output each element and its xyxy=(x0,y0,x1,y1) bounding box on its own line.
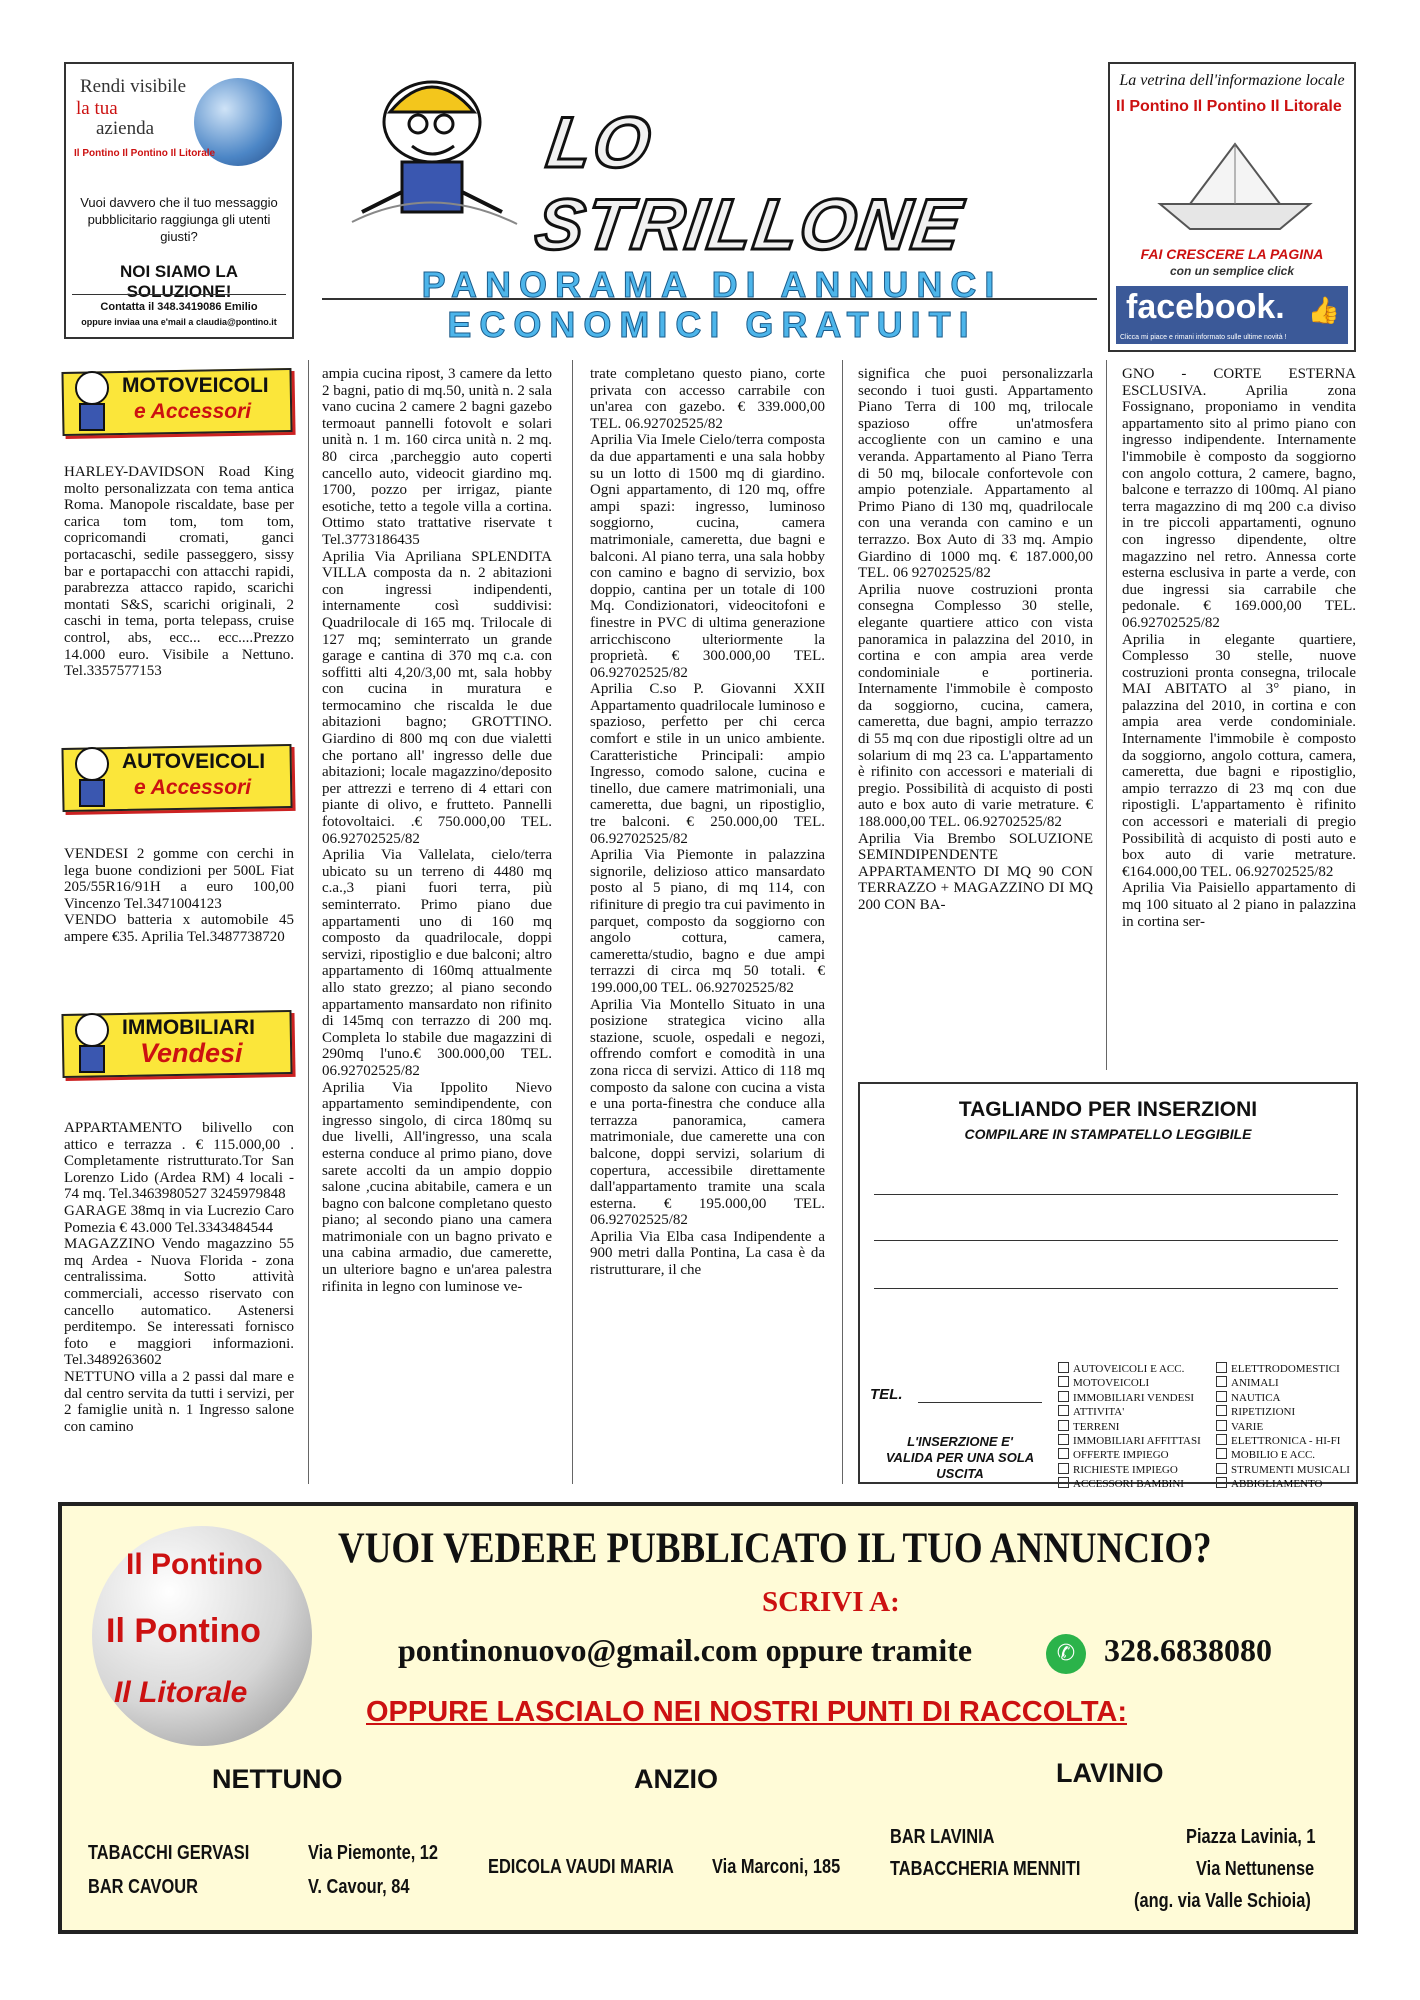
category-checkbox[interactable]: NAUTICA xyxy=(1216,1391,1350,1405)
advert-solution: NOI SIAMO LA SOLUZIONE! xyxy=(119,262,239,301)
point-address: Via Piemonte, 12 xyxy=(308,1842,439,1864)
ads-column-4 xyxy=(858,366,1093,1066)
ads-column-5 xyxy=(1122,366,1356,1066)
advert-click: con un semplice click xyxy=(1169,264,1295,278)
newsboy-icon xyxy=(64,1008,120,1078)
advert-phone[interactable]: 328.6838080 xyxy=(1104,1632,1272,1668)
column-divider xyxy=(572,360,573,1484)
immo-ads xyxy=(64,1120,294,1482)
bottom-advert xyxy=(58,1502,1358,1934)
advert-contact xyxy=(70,300,288,330)
masthead-subtitle-2: ECONOMICI GRATUITI xyxy=(447,304,977,345)
point-name: EDICOLA VAUDI MARIA xyxy=(488,1856,674,1878)
ad-text: GNO - CORTE ESTERNA ESCLUSIVA. Aprilia zona Fossignano, proponiamo in vendita appartamento sito al primo piano con ingresso indipendente. Internamente l'immobile è composto da soggiorno con angolo cottura, 2 camere, bagno, balcone e terrazzo di 100mq. Al piano terra magazzino di mq 200 c.a diviso in tre piccoli appartamenti, ognuno con ingresso dipendente, oltre magazzino nel retro. Annessa corte esterna esclusiva in parte a verde, con due ingressi sia carrabile che pedonale. € 169.000,00 TEL. 06.92702525/82 xyxy=(1122,366,1356,631)
ad-text: HARLEY-DAVIDSON Road King molto personalizzata con tema antica Roma. Manopole riscaldate, base per carica tom tom, tom tom, copricomandi cromati, ganci portacaschi, sedile passeggero, sissy bar e portapacchi con attacchi rapidi, parabrezza attacco rapido, scarichi montati S&S, scarichi originali, 2 caschi in tema, porta telepass, cruise control, abs, ecc... ecc....Prezzo 14.000 euro. Visibile a Nettuno. Tel.3357577153 xyxy=(64,464,294,680)
ad-text: VENDESI 2 gomme con cerchi in lega buone condizioni per 500L Fiat 205/55R16/91H a euro 100,00 Vincenzo Tel.3471004123 xyxy=(64,846,294,912)
coupon-categories-left[interactable] xyxy=(1058,1362,1201,1492)
advert-brands: Il Pontino Il Pontino Il Litorale xyxy=(1116,98,1342,115)
section-title: AUTOVEICOLI xyxy=(122,750,266,773)
point-address: Via Marconi, 185 xyxy=(712,1856,841,1878)
advert-question: VUOI VEDERE PUBBLICATO IL TUO ANNUNCIO? xyxy=(338,1525,1212,1572)
category-checkbox[interactable]: RIPETIZIONI xyxy=(1216,1405,1350,1419)
ball-brand: Il Pontino xyxy=(126,1548,263,1581)
point-name: TABACCHERIA MENNITI xyxy=(890,1858,1081,1880)
right-advert xyxy=(1108,62,1356,352)
coupon-note: L'INSERZIONE E' VALIDA PER UNA SOLA USCITA xyxy=(885,1434,1035,1481)
section-subtitle: Vendesi xyxy=(140,1038,243,1068)
section-autoveicoli xyxy=(62,742,294,812)
coupon-tel-field[interactable] xyxy=(918,1402,1042,1403)
coupon-tel-label: TEL. xyxy=(870,1386,903,1403)
ad-text: Aprilia Via Apriliana SPLENDITA VILLA composta da n. 2 abitazioni con ingressi indipendenti, internamente così suddivisi: Quadrilocale di 165 mq. Trilocale di 127 mq; seminterrato un grande garage e cantina di 370 mq c.a. con soffitti alti 4,20/3,00 mt, sala hobby con cucina in muratura e termocamino che riscalda le due abitazioni bagno; GROTTINO. Giardino di 800 mq con due vialetti che portano all' ingresso delle due abitazioni; locale magazzino/deposito per attrezzi e terreno di 4 ettari con piante di olivo, e frutteto. Pannelli fotovoltaici. .€ 750.000,00 TEL. 06.92702525/82 xyxy=(322,548,552,847)
category-checkbox[interactable]: TERRENI xyxy=(1058,1420,1201,1434)
auto-ads xyxy=(64,846,294,946)
city-nettuno: NETTUNO xyxy=(212,1764,343,1794)
coupon-line[interactable] xyxy=(874,1288,1338,1289)
facebook-logo: facebook. xyxy=(1126,288,1285,326)
ads-column-3 xyxy=(590,366,825,1482)
paper-boat-icon xyxy=(1150,134,1320,234)
section-subtitle: e Accessori xyxy=(134,400,252,423)
section-title: IMMOBILIARI xyxy=(122,1016,255,1039)
ad-text: MAGAZZINO Vendo magazzino 55 mq Ardea - Nuova Florida - zona centralissima. Sotto attività commerciali, accesso riservato con cancello automatico. Astenersi perditempo. Se interessati fornisco foto e maggiori informazioni. Tel.3489263602 xyxy=(64,1236,294,1369)
ad-text: Aprilia Via Brembo SOLUZIONE SEMINDIPENDENTE APPARTAMENTO DI MQ 90 CON TERRAZZO + MAGAZZINO DI MQ 200 CON BA- xyxy=(858,830,1093,913)
category-checkbox[interactable]: AUTOVEICOLI E ACC. xyxy=(1058,1362,1201,1376)
masthead-subtitle-1: PANORAMA DI ANNUNCI xyxy=(421,264,1003,305)
point-address: V. Cavour, 84 xyxy=(308,1876,410,1898)
masthead-logo: LO STRILLONE xyxy=(530,103,968,265)
advert-collection: OPPURE LASCIALO NEI NOSTRI PUNTI DI RACCOLTA: xyxy=(366,1696,1127,1728)
category-checkbox[interactable]: ACCESSORI BAMBINI xyxy=(1058,1477,1201,1491)
advert-write: SCRIVI A: xyxy=(762,1586,900,1618)
ball-brand: Il Litorale xyxy=(114,1676,248,1709)
category-checkbox[interactable]: MOTOVEICOLI xyxy=(1058,1376,1201,1390)
ad-text: NETTUNO villa a 2 passi dal mare e dal centro servita da tutti i servizi, per 2 famiglie unità n. 1 Ingresso salone con camino xyxy=(64,1368,294,1435)
contact-phone: Contatta il 348.3419086 Emilio xyxy=(100,301,258,313)
category-checkbox[interactable]: IMMOBILIARI VENDESI xyxy=(1058,1391,1201,1405)
column-divider xyxy=(1106,360,1107,1070)
section-immobiliari xyxy=(62,1008,294,1078)
category-checkbox[interactable]: RICHIESTE IMPIEGO xyxy=(1058,1463,1201,1477)
ad-text: APPARTAMENTO bilivello con attico e terrazza . € 115.000,00 . Completamente ristrutturato.Tor San Lorenzo Lido (Ardea RM) 4 locali - 74 mq. Tel.3463980527 3245979848 xyxy=(64,1120,294,1203)
advert-grow: FAI CRESCERE LA PAGINA xyxy=(1140,246,1324,262)
header-divider xyxy=(322,298,1097,300)
ad-text: Aprilia Via Imele Cielo/terra composta da due appartamenti e una sala hobby su un lotto di 1500 mq di giardino. Ogni appartamento, di 120 mq, offre ampi spazi: ingresso, luminoso soggiorno, cucina, camera matrimoniale, cameretta, due bagni e balconi. Al piano terra, una sala hobby con camino e bagno di servizio, box doppio, cantina per un totale di 100 Mq. Condizionatori, videocitofoni e finestre in PVC di ultima generazione arricchiscono ulteriormente la proprietà. € 300.000,00 TEL. 06.92702525/82 xyxy=(590,432,825,681)
advert-line1: Rendi visibile xyxy=(80,76,187,97)
ad-text: Aprilia nuove costruzioni pronta consegna Complesso 30 stelle, elegante quartiere attico con vista panoramica in palazzina del 2010, in cortina e con ampia area verde condominiale e portineria. Internamente l'immobile è composto da soggiorno, cucina, camera, cameretta, due bagni, ampio terrazzo di 55 mq con due ripostigli oltre ad un solarium di mq 23 ca. L'appartamento è rifinito con accessori e materiali di pregio. Possibilità di acquisto di posti auto e box auto di varie metrature. € 188.000,00 TEL. 06.92702525/82 xyxy=(858,581,1093,831)
category-checkbox[interactable]: OFFERTE IMPIEGO xyxy=(1058,1448,1201,1462)
coupon-subtitle: COMPILARE IN STAMPATELLO LEGGIBILE xyxy=(964,1126,1252,1142)
contact-email: oppure inviaa una e'mail a claudia@pontino.it xyxy=(81,317,277,327)
left-advert xyxy=(64,62,294,339)
insertion-coupon xyxy=(858,1082,1358,1491)
category-checkbox[interactable]: ABBIGLIAMENTO xyxy=(1216,1477,1350,1491)
column-divider xyxy=(842,360,843,1484)
ad-text: GARAGE 38mq in via Lucrezio Caro Pomezia € 43.000 Tel.3343484544 xyxy=(64,1202,294,1236)
point-name: TABACCHI GERVASI xyxy=(88,1842,250,1864)
city-anzio: ANZIO xyxy=(634,1764,718,1794)
ad-text: Aprilia C.so P. Giovanni XXII Appartamento quadrilocale luminoso e spazioso, perfetto per chi cerca comfort e stile in un unico ambiente. Caratteristiche Principali: ampio Ingresso, comodo salone, cucina e tinello, due camere matrimoniali, una cameretta, due bagni, un ripostiglio, tre balconi. € 250.000,00 TEL. 06.92702525/82 xyxy=(590,681,825,847)
pontino-ball-logo xyxy=(92,1526,312,1746)
category-checkbox[interactable]: ATTIVITA' xyxy=(1058,1405,1201,1419)
ad-text: ampia cucina ripost, 3 camere da letto 2 bagni, patio di mq.50, unità n. 2 sala vano cucina 2 camere 2 bagni gazebo termoaut pannelli fotovolt e solari unità n. 1 m. 160 circa unità n. 2 mq. 80 circa ,parcheggio auto coperti cancello auto, videocit giardino mq. 1700, pozzo per irrigaz, piante esotiche, tetto a tegole villa a cortina. Ottimo stato trattative riservate t Tel.3773186435 xyxy=(322,366,552,548)
ad-text: Aprilia Via Paisiello appartamento di mq 100 situato al 2 piano in palazzina in cortina ser- xyxy=(1122,880,1356,930)
category-checkbox[interactable]: ANIMALI xyxy=(1216,1376,1350,1390)
category-checkbox[interactable]: STRUMENTI MUSICALI xyxy=(1216,1463,1350,1477)
category-checkbox[interactable]: VARIE xyxy=(1216,1420,1350,1434)
coupon-line[interactable] xyxy=(874,1194,1338,1195)
category-checkbox[interactable]: MOBILIO E ACC. xyxy=(1216,1448,1350,1462)
point-address: Piazza Lavinia, 1 xyxy=(1186,1826,1316,1848)
ad-text: Aprilia Via Elba casa Indipendente a 900 metri dalla Pontina, La casa è da ristrutturare, il che xyxy=(590,1228,825,1279)
advert-message: Vuoi davvero che il tuo messaggio pubblicitario raggiunga gli utenti giusti? xyxy=(80,195,278,244)
ball-brand: Il Pontino xyxy=(106,1612,261,1650)
city-lavinio: LAVINIO xyxy=(1056,1758,1164,1788)
point-name: BAR CAVOUR xyxy=(88,1876,198,1898)
advert-brands: Il Pontino Il Pontino Il Litorale xyxy=(74,148,216,159)
ad-text: significa che puoi personalizzarla secondo i tuoi gusti. Appartamento Piano Terra di 100 mq, trilocale spazioso offre un'atmosfera accogliente con un camino e una veranda. Appartamento al Piano Terra di 50 mq, bilocale confortevole con ampio potenziale. Appartamento al Primo Piano di 130 mq, quadrilocale con una veranda con camino e un terrazzo. Box Auto di 33 mq. Ampio Giardino di 1000 mq. € 187.000,00 TEL. 06 92702525/82 xyxy=(858,366,1093,582)
point-address: (ang. via Valle Schioia) xyxy=(1134,1890,1311,1912)
whatsapp-icon: ✆ xyxy=(1046,1634,1086,1674)
coupon-categories-right[interactable] xyxy=(1216,1362,1350,1492)
facebook-caption: Clicca mi piace e rimani informato sulle ultime novità ! xyxy=(1120,334,1287,341)
newsboy-icon xyxy=(64,366,120,436)
newsboy-icon xyxy=(64,742,120,812)
ad-text: Aprilia Via Vallelata, cielo/terra ubicato su un terreno di 4480 mq c.a.,3 piani fuori terra, più seminterrato. Primo piano due appartamenti uno di 160 mq composto da quadrilocale, doppi servizi, ripostiglio e due balconi; altro appartamento di 160mq attualmente allo stato grezzo; al piano secondo appartamento mansardato non rifinito di 145mq con terrazzo di 200 mq. Completa lo stabile due magazzini di 290mq l'uno.€ 300.000,00 TEL. 06.92702525/82 xyxy=(322,847,552,1079)
section-title: MOTOVEICOLI xyxy=(122,374,269,397)
ad-text: Aprilia Via Montello Situato in una posizione strategica vicino alla stazione, scuole, ospedali e negozi, offrendo comfort e comodità in una zona ricca di servizi. Attico di 118 mq composto da salone con cucina a vista e una porta-finestra che conduce alla terrazza panoramica, camera matrimoniale, due camerette una con balcone, doppi servizi, solarium di copertura, accessibile direttamente dall'appartamento tramite una scala esterna. € 195.000,00 TEL. 06.92702525/82 xyxy=(590,996,825,1229)
section-motoveicoli xyxy=(62,366,294,436)
ad-text: trate completano questo piano, corte privata con accesso carrabile con un'area con gazebo. € 339.000,00 TEL. 06.92702525/82 xyxy=(590,366,825,432)
coupon-line[interactable] xyxy=(874,1240,1338,1241)
advert-email[interactable]: pontinonuovo@gmail.com oppure tramite xyxy=(398,1632,973,1668)
category-checkbox[interactable]: ELETTRODOMESTICI xyxy=(1216,1362,1350,1376)
category-checkbox[interactable]: IMMOBILIARI AFFITTASI xyxy=(1058,1434,1201,1448)
section-subtitle: e Accessori xyxy=(134,776,252,799)
facebook-banner[interactable] xyxy=(1116,286,1348,344)
point-address: Via Nettunense xyxy=(1196,1858,1315,1880)
advert-tagline: La vetrina dell'informazione locale xyxy=(1119,72,1345,89)
ad-text: Aprilia Via Piemonte in palazzina signorile, delizioso attico mansardato posto al 5 piano, di mq 114, con rifiniture di pregio tra cui pavimento in parquet, composto da soggiorno con angolo cottura, camera, cameretta/studio, bagno e due ampi terrazzi di circa mq 50 totali. € 199.000,00 TEL. 06.92702525/82 xyxy=(590,847,825,996)
thumbs-up-icon: 👍 xyxy=(1307,296,1340,325)
ad-text: VENDO batteria x automobile 45 ampere €35. Aprilia Tel.3487738720 xyxy=(64,912,294,945)
column-divider xyxy=(308,360,309,1484)
point-name: BAR LAVINIA xyxy=(890,1826,995,1848)
category-checkbox[interactable]: ELETTRONICA - HI-FI xyxy=(1216,1434,1350,1448)
ad-text: Aprilia in elegante quartiere, Complesso 30 stelle, nuove costruzioni pronta consegna, trilocale MAI ABITATO al 3° piano, in palazzina del 2010, in cortina e con ampia area verde condominiale. Internamente l'immobile è composto da soggiorno, angolo cottura, camera, cameretta, due bagni e ripostiglio, ampio terrazzo di 23 mq con due ripostigli. L'appartamento è rifinito con accessori e materiali di pregio Possibilità di acquisto di posti auto e box auto di varie metrature. €164.000,00 TEL. 06.92702525/82 xyxy=(1122,631,1356,880)
advert-line3: azienda xyxy=(96,118,155,139)
masthead xyxy=(322,62,1092,345)
advert-line2: la tua xyxy=(76,98,118,119)
newsboy-mascot-icon xyxy=(342,62,522,232)
coupon-title: TAGLIANDO PER INSERZIONI xyxy=(958,1098,1258,1121)
moto-ads xyxy=(64,464,294,680)
ads-column-2 xyxy=(322,366,552,1482)
ad-text: Aprilia Via Ippolito Nievo appartamento semindipendente, con ingresso singolo, di circa 180mq su due livelli, All'ingresso, una scala esterna conduce al primo piano, dove sarete accolti da un ampio doppio salone ,cucina abitabile, camera e un bagno con balcone completano questo piano; al secondo piano una camera matrimoniale con un bagno privato e una cabina armadio, due camerette, un ulteriore bagno e un'area palestra rifinita in legno con luminose ve- xyxy=(322,1079,552,1295)
